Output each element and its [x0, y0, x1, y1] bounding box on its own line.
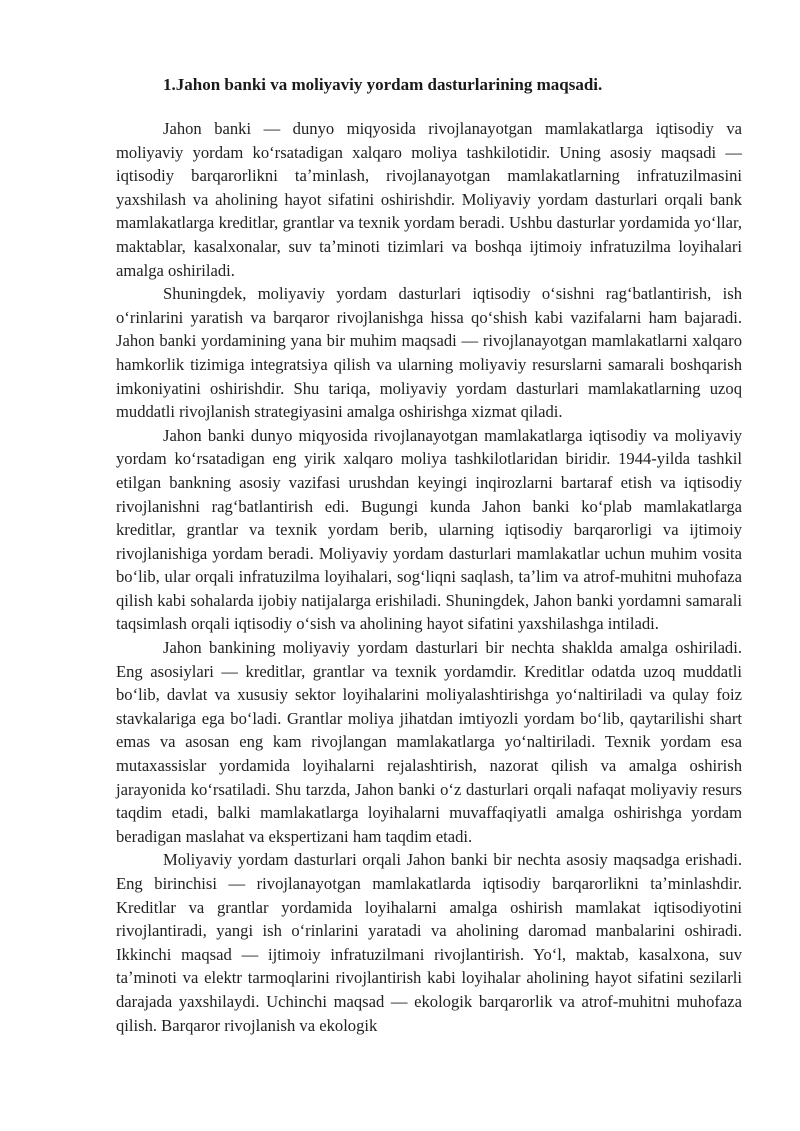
paragraph-3: Jahon banki dunyo miqyosida rivojlanayotgan mamlakatlarga iqtisodiy va moliyaviy yordam koʻrsatadigan eng yirik xalqaro moliya tashkilotlaridan biridir. 1944-yilda tashkil etilgan bankning asosiy vazifasi urushdan keyingi inqirozlarni bartaraf etish va iqtisodiy rivojlanishni ragʻbatlantirish edi. Bugungi kunda Jahon banki koʻplab mamlakatlarga kreditlar, grantlar va texnik yordam berib, ularning iqtisodiy barqarorligi va ijtimoiy rivojlanishiga yordam beradi. Moliyaviy yordam dasturlari mamlakatlar uchun muhim vosita boʻlib, ular orqali infratuzilma loyihalari, sogʻliqni saqlash, taʼlim va atrof-muhitni muhofaza qilish kabi sohalarda ijobiy natijalarga erishiladi. Shuningdek, Jahon banki yordamni samarali taqsimlash orqali iqtisodiy oʻsish va aholining hayot sifatini yaxshilashga intiladi. — [116, 425, 742, 634]
paragraph-5: Moliyaviy yordam dasturlari orqali Jahon banki bir nechta asosiy maqsadga erishadi. Eng birinchisi — rivojlanayotgan mamlakatlarda iqtisodiy barqarorlikni taʼminlashdir. Kreditlar va grantlar yordamida loyihalarni amalga oshirish mamlakat iqtisodiyotini rivojlantiradi, yangi ish oʻrinlarini yaratadi va aholining daromad manbalarini oshiradi. Ikkinchi maqsad — ijtimoiy infratuzilmani rivojlantirish. Yoʻl, maktab, kasalxona, suv taʼminoti va elektr tarmoqlarini rivojlantirish kabi loyihalar aholining hayot sifatini sezilarli darajada yaxshilaydi. Uchinchi maqsad — ekologik barqarorlik va atrof-muhitni muhofaza qilish. Barqaror rivojlanish va ekologik — [116, 850, 742, 1035]
paragraph-4: Jahon bankining moliyaviy yordam dasturlari bir nechta shaklda amalga oshiriladi. Eng asosiylari — kreditlar, grantlar va texnik yordamdir. Kreditlar odatda uzoq muddatli boʻlib, davlat va xususiy sektor loyihalarini moliyalashtirishga yoʻnaltiriladi va qulay foiz stavkalariga ega boʻladi. Grantlar moliya jihatdan imtiyozli yordam boʻlib, qaytarilishi shart emas va asosan eng kam rivojlangan mamlakatlarga yoʻnaltiriladi. Texnik yordam esa mutaxassislar yordamida loyihalarni rejalashtirish, nazorat qilish va amalga oshirish jarayonida koʻrsatiladi. Shu tarzda, Jahon banki oʻz dasturlari orqali nafaqat moliyaviy resurs taqdim etadi, balki mamlakatlarga loyihalarni muvaffaqiyatli amalga oshirishga yordam beradigan maslahat va ekspertizani ham taqdim etadi. — [116, 638, 742, 846]
document-page — [116, 73, 742, 1037]
paragraph-1: Jahon banki — dunyo miqyosida rivojlanayotgan mamlakatlarga iqtisodiy va moliyaviy yordam koʻrsatadigan xalqaro moliya tashkilotidir. Uning asosiy maqsadi — iqtisodiy barqarorlikni taʼminlash, rivojlanayotgan mamlakatlarning infratuzilmasini yaxshilash va aholining hayot sifatini oshirishdir. Moliyaviy yordam dasturlari orqali bank mamlakatlarga kreditlar, grantlar va texnik yordam beradi. Ushbu dasturlar yordamida yoʻllar, maktablar, kasalxonalar, suv taʼminoti tizimlari va boshqa ijtimoiy infratuzilma loyihalari amalga oshiriladi. — [116, 119, 742, 280]
paragraph-2: Shuningdek, moliyaviy yordam dasturlari iqtisodiy oʻsishni ragʻbatlantirish, ish oʻrinlarini yaratish va barqaror rivojlanishga hissa qoʻshish kabi vazifalarni ham bajaradi. Jahon banki yordamining yana bir muhim maqsadi — rivojlanayotgan mamlakatlarni xalqaro hamkorlik tizimiga integratsiya qilish va ularning moliyaviy resurslarni samarali boshqarish imkoniyatini oshirishdir. Shu tariqa, moliyaviy yordam dasturlari mamlakatlarning uzoq muddatli rivojlanish strategiyasini amalga oshirishga xizmat qiladi. — [116, 284, 742, 422]
section-heading: 1.Jahon banki va moliyaviy yordam dasturlarining maqsadi. — [163, 75, 603, 94]
